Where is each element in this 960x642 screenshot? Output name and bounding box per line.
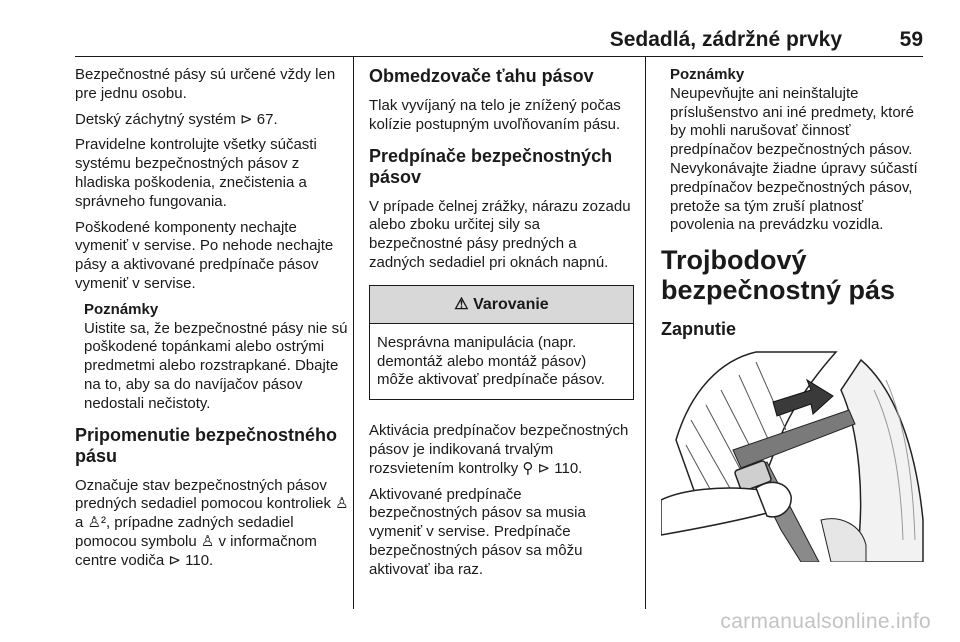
note-text: Neupevňujte ani neinštalujte príslušenstvo ani iné predmety, ktoré by mohli narušovať činnosť predpínačov bezpečnostných pásov. Nevykonávajte žiadne úpravy súčastí predpínačov bezpečnostných pásov, pretože sa tým zruší platnosť povolenia na prevádzku vozidla. — [670, 84, 918, 234]
warning-box — [369, 285, 634, 400]
paragraph: Bezpečnostné pásy sú určené vždy len pre jednu osobu. — [75, 66, 336, 102]
chapter-heading: Trojbodový bezpečnostný pás — [661, 245, 896, 306]
paragraph: Aktivované predpínače bezpečnostných pásov sa musia vymeniť v servise. Predpínače bezpečnostných pásov sa môžu aktivovať iba raz. — [369, 485, 586, 578]
seatbelt-fastening-illustration — [661, 350, 926, 562]
warning-title: Varovanie — [473, 295, 549, 313]
note-title: Poznámky — [670, 66, 745, 83]
column-2 — [369, 66, 634, 587]
column-1 — [75, 66, 351, 578]
paragraph: Tlak vyvíjaný na telo je znížený počas kolízie postupným uvoľňovaním pásu. — [369, 97, 621, 133]
paragraph: Detský záchytný systém ⊳ 67. — [75, 110, 278, 128]
paragraph: Poškodené komponenty nechajte vymeniť v servise. Po nehode nechajte pásy a aktivované predpínače pásov vymeniť v servise. — [75, 218, 334, 292]
warning-text: Nesprávna manipulácia (napr. demontáž alebo montáž pásov) môže aktivovať predpínače pásov. — [377, 333, 605, 389]
paragraph: V prípade čelnej zrážky, nárazu zozadu alebo zboku určitej sily sa bezpečnostné pásy predných a zadných sedadiel pri oknách napnú. — [369, 197, 631, 271]
warning-header — [370, 286, 633, 324]
column-divider-2 — [645, 57, 646, 609]
section-heading: Obmedzovače ťahu pásov — [369, 66, 594, 86]
note-text: Uistite sa, že bezpečnostné pásy nie sú poškodené topánkami alebo ostrými predmetmi alebo rozstrapkané. Dbajte na to, aby sa do navíjačov pásov nedostali nečistoty. — [84, 319, 348, 412]
section-heading: Zapnutie — [661, 319, 736, 340]
paragraph: Označuje stav bezpečnostných pásov predných sedadiel pomocou kontroliek ♙ a ♙², prípadne zadných sedadiel pomocou symbolu ♙ v informačnom centre vodiča ⊳ 110. — [75, 476, 349, 569]
note — [84, 301, 351, 414]
note-title: Poznámky — [84, 300, 159, 318]
column-divider-1 — [353, 57, 354, 609]
paragraph: Pravidelne kontrolujte všetky súčasti systému bezpečnostných pásov z hladiska poškodenia, znečistenia a správneho fungovania. — [75, 136, 317, 210]
warning-triangle-icon: ⚠ — [454, 295, 469, 313]
note — [670, 66, 926, 235]
paragraph: Aktivácia predpínačov bezpečnostných pásov je indikovaná trvalým rozsvietením kontrolky ⚲ ⊳ 110. — [369, 422, 629, 477]
header-rule — [75, 56, 923, 57]
section-heading: Predpínače bezpečnostných pásov — [369, 145, 613, 187]
column-3 — [661, 66, 926, 562]
page-title: Sedadlá, zádržné prvky — [609, 28, 842, 51]
page-number: 59 — [899, 28, 923, 51]
watermark: carmanualsonline.info — [720, 610, 931, 633]
section-heading: Pripomenutie bezpečnostného pásu — [75, 424, 338, 466]
